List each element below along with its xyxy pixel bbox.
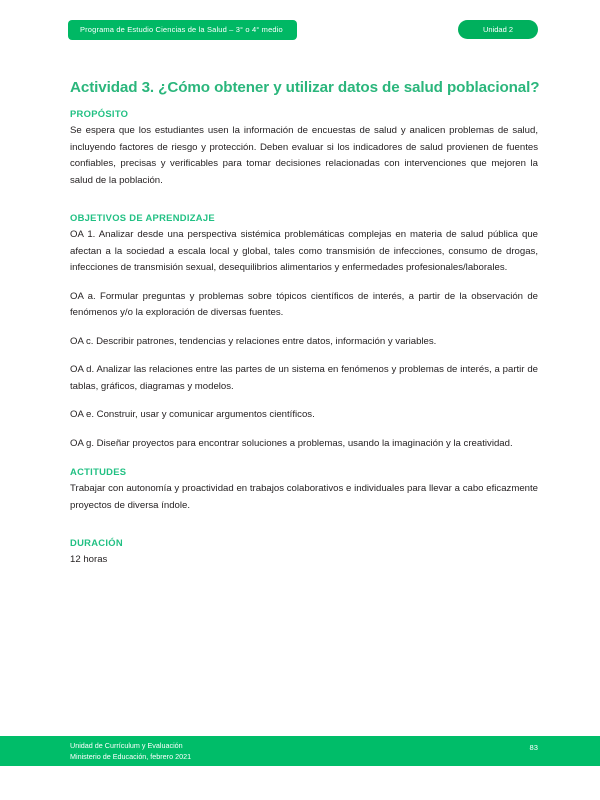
section-duracion: [70, 537, 538, 569]
page-footer: [0, 736, 600, 766]
spacer: [70, 527, 538, 537]
page-number: 83: [529, 743, 538, 752]
objetivo-item-oaa: OA a. Formular preguntas y problemas sobre tópicos científicos de interés, a partir de la observación de fenómenos y/o la exploración de diversas fuentes.: [70, 290, 538, 318]
section-heading-proposito: PROPÓSITO: [70, 108, 129, 119]
section-objetivos: [70, 212, 538, 452]
section-actitudes: [70, 466, 538, 514]
spacer: [70, 452, 538, 466]
footer-line-ministry: Ministerio de Educación, febrero 2021: [70, 751, 192, 761]
document-content: [70, 108, 538, 569]
objetivo-item-oae: OA e. Construir, usar y comunicar argumentos científicos.: [70, 409, 315, 420]
objetivo-item-oac: OA c. Describir patrones, tendencias y relaciones entre datos, información y variables.: [70, 335, 437, 347]
footer-line-unit: Unidad de Currículum y Evaluación: [70, 741, 183, 750]
spacer: [70, 202, 538, 212]
section-heading-objetivos: OBJETIVOS DE APRENDIZAJE: [70, 212, 215, 223]
footer-credits: [70, 741, 191, 763]
section-heading-duracion: DURACIÓN: [70, 537, 123, 548]
section-proposito: [70, 108, 538, 189]
objetivo-item-oa1: OA 1. Analizar desde una perspectiva sistémica problemáticas complejas en materia de salud pública que afectan a la sociedad a escala local y global, tales como transmisión de infecciones, consumo de drogas, infecciones de transmisión sexual, desequilibrios alimentarios y enfermedades profesionales/laborales.: [70, 229, 538, 273]
page-header: [0, 20, 600, 46]
program-badge: Programa de Estudio Ciencias de la Salud – 3° o 4° medio: [68, 20, 297, 40]
proposito-text: Se espera que los estudiantes usen la información de encuestas de salud y analicen problemas de salud, incluyendo factores de riesgo y protección. Deben evaluar si los indicadores de salud provienen de fuentes confiables, precisas y verificables para tomar decisiones relacionadas con intervenciones que mejoren la salud de la población.: [70, 125, 538, 186]
duracion-text: 12 horas: [70, 554, 108, 565]
page-title: Actividad 3. ¿Cómo obtener y utilizar datos de salud poblacional?: [70, 79, 540, 97]
section-heading-actitudes: ACTITUDES: [70, 466, 127, 477]
objetivo-item-oag: OA g. Diseñar proyectos para encontrar soluciones a problemas, usando la imaginación y la creatividad.: [70, 437, 513, 449]
unit-badge: Unidad 2: [458, 20, 538, 39]
objetivo-item-oad: OA d. Analizar las relaciones entre las partes de un sistema en fenómenos y problemas de interés, a partir de tablas, gráficos, diagramas y modelos.: [70, 364, 538, 392]
actitudes-text: Trabajar con autonomía y proactividad en trabajos colaborativos e individuales para llevar a cabo eficazmente proyectos de diversa índole.: [70, 483, 538, 511]
